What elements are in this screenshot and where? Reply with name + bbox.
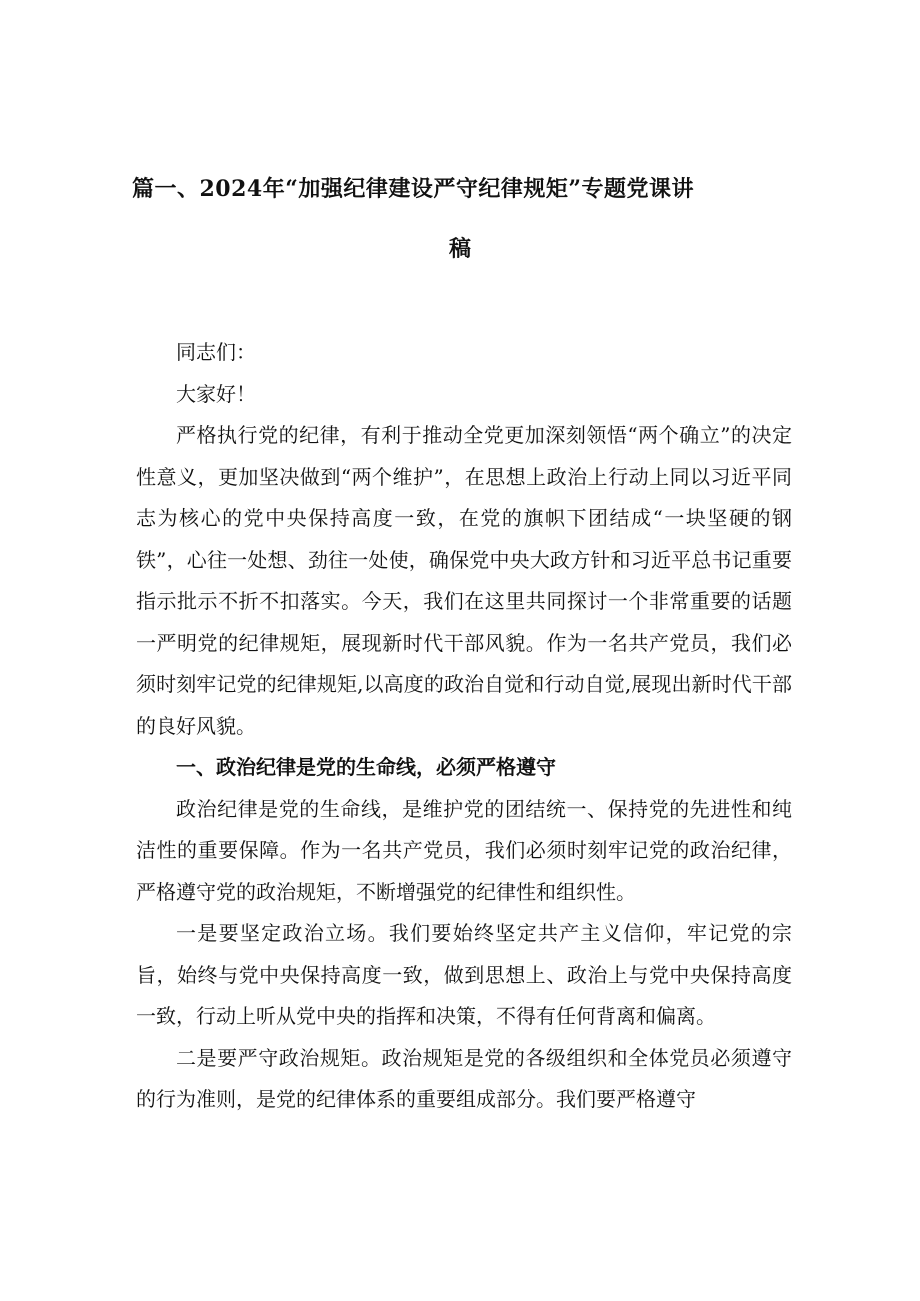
document-body <box>136 332 792 1121</box>
body-paragraph: 二是要严守政治规矩。政治规矩是党的各级组织和全体党员必须遵守的行为准则，是党的纪律体系的重要组成部分。我们要严格遵守 <box>136 1045 792 1111</box>
salutation: 同志们： <box>176 340 256 364</box>
body-paragraph: 一是要坚定政治立场。我们要始终坚定共产主义信仰，牢记党的宗旨，始终与党中央保持高度一致，做到思想上、政治上与党中央保持高度一致，行动上听从党中央的指挥和决策，不得有任何背离和偏离。 <box>136 921 792 1028</box>
body-paragraph: 政治纪律是党的生命线，是维护党的团结统一、保持党的先进性和纯洁性的重要保障。作为一名共产党员，我们必须时刻牢记党的政治纪律，严格遵守党的政治规矩，不断增强党的纪律性和组织性。 <box>136 796 792 904</box>
document-title-continuation: 稿 <box>448 236 471 262</box>
section-heading-1: 一、政治纪律是党的生命线，必须严格遵守 <box>176 755 556 779</box>
greeting: 大家好！ <box>176 381 256 406</box>
intro-paragraph: 严格执行党的纪律，有利于推动全党更加深刻领悟“两个确立”的决定性意义，更加坚决做到“两个维护”，在思想上政治上行动上同以习近平同志为核心的党中央保持高度一致，在党的旗帜下团结成“一块坚硬的钢铁”，心往一处想、劲往一处使，确保党中央大政方针和习近平总书记重要指示批示不折不扣落实。今天，我们在这里共同探讨一个非常重要的话题一严明党的纪律规矩，展现新时代干部风貌。作为一名共产党员，我们必须时刻牢记党的纪律规矩,以高度的政治自觉和行动自觉,展现出新时代干部的良好风貌。 <box>136 423 792 738</box>
document-title: 篇一、2024年“加强纪律建设严守纪律规矩”专题党课讲 <box>132 176 695 202</box>
